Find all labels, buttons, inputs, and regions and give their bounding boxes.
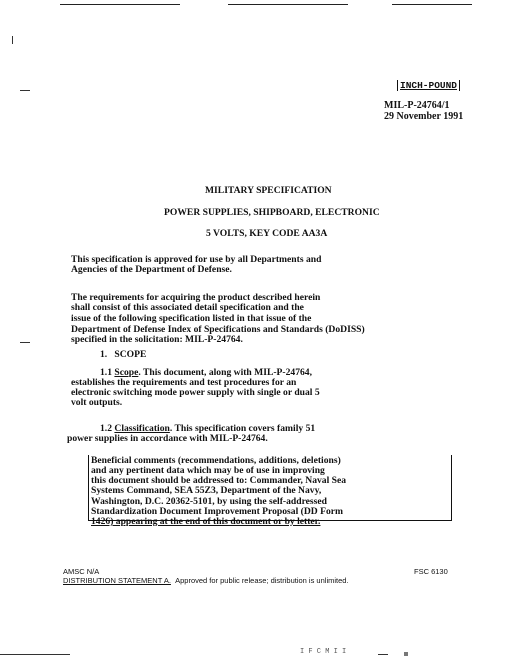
fsc-label: FSC 6130 xyxy=(414,567,448,576)
requirements-line-2: shall consist of this associated detail specification and the xyxy=(71,302,304,313)
notice-line-5: Washington, D.C. 20362-5101, by using the self-addressed xyxy=(91,496,327,507)
notice-line-7: 1426) appearing at the end of this document or by letter. xyxy=(91,516,321,527)
distribution-text: Approved for public release; distribution is unlimited. xyxy=(175,576,349,585)
amsc-label: AMSC N/A xyxy=(63,567,100,576)
section-1-title: SCOPE xyxy=(114,349,147,360)
para-1-1-line-4: volt outputs. xyxy=(71,397,123,408)
notice-line-2: and any pertinent data which may be of use in improving xyxy=(91,465,325,476)
title-line-2: POWER SUPPLIES, SHIPBOARD, ELECTRONIC xyxy=(164,207,380,218)
requirements-line-4: Department of Defense Index of Specifications and Standards (DoDISS) xyxy=(71,324,365,335)
requirements-line-3: issue of the following specification listed in that issue of the xyxy=(71,313,312,324)
scan-mark-top xyxy=(12,36,13,44)
top-rule-left xyxy=(60,4,180,5)
notice-line-1: Beneficial comments (recommendations, additions, deletions) xyxy=(91,455,341,466)
para-1-1-line-3: electronic switching mode power supply with single or dual 5 xyxy=(71,387,320,398)
bottom-dash-1 xyxy=(378,654,388,655)
bottom-rule-left xyxy=(0,654,70,655)
title-line-3: 5 VOLTS, KEY CODE AA3A xyxy=(206,228,328,239)
bottom-dash-2 xyxy=(404,652,408,656)
para-1-1-heading: Scope xyxy=(114,367,139,378)
intro-line-1: This specification is approved for use by all Departments and xyxy=(71,254,322,265)
para-1-2-line-2: power supplies in accordance with MIL-P-24764. xyxy=(67,433,268,444)
requirements-line-1: The requirements for acquiring the product described herein xyxy=(71,292,321,303)
notice-line-6: Standardization Document Improvement Proposal (DD Form xyxy=(91,506,343,517)
inch-pound-text: INCH-POUND xyxy=(400,80,458,91)
distribution-label: DISTRIBUTION STATEMENT A. xyxy=(63,576,171,585)
document-date: 29 November 1991 xyxy=(384,111,464,122)
requirements-line-5: specified in the solicitation: MIL-P-24764. xyxy=(71,334,243,345)
para-1-2-heading: Classification xyxy=(114,423,170,434)
top-rule-middle xyxy=(228,4,348,5)
title-line-1: MILITARY SPECIFICATION xyxy=(205,185,332,196)
para-1-1-number: 1.1 xyxy=(100,367,112,378)
distribution-statement xyxy=(63,576,349,585)
scan-mark-left-2 xyxy=(20,342,30,343)
para-1-1-line-2: establishes the requirements and test procedures for an xyxy=(71,377,297,388)
section-1-number: 1. xyxy=(100,349,108,360)
inch-pound-label xyxy=(397,80,460,91)
para-1-2-line-1-rest: . This specification covers family 51 xyxy=(169,423,316,434)
notice-line-3: this document should be addressed to: Commander, Naval Sea xyxy=(91,475,347,486)
intro-line-2: Agencies of the Department of Defense. xyxy=(71,264,232,275)
top-rule-right xyxy=(392,4,472,5)
notice-line-4: Systems Command, SEA 55Z3, Department of the Navy, xyxy=(91,485,322,496)
para-1-2-number: 1.2 xyxy=(100,423,112,434)
document-number: MIL-P-24764/1 xyxy=(384,100,450,111)
section-1-heading xyxy=(100,350,146,361)
bottom-scan-marks: I F C M I I xyxy=(300,648,347,656)
para-1-1-line-1-rest: . This document, along with MIL-P-24764, xyxy=(138,367,312,378)
scan-mark-left-1 xyxy=(20,90,30,91)
